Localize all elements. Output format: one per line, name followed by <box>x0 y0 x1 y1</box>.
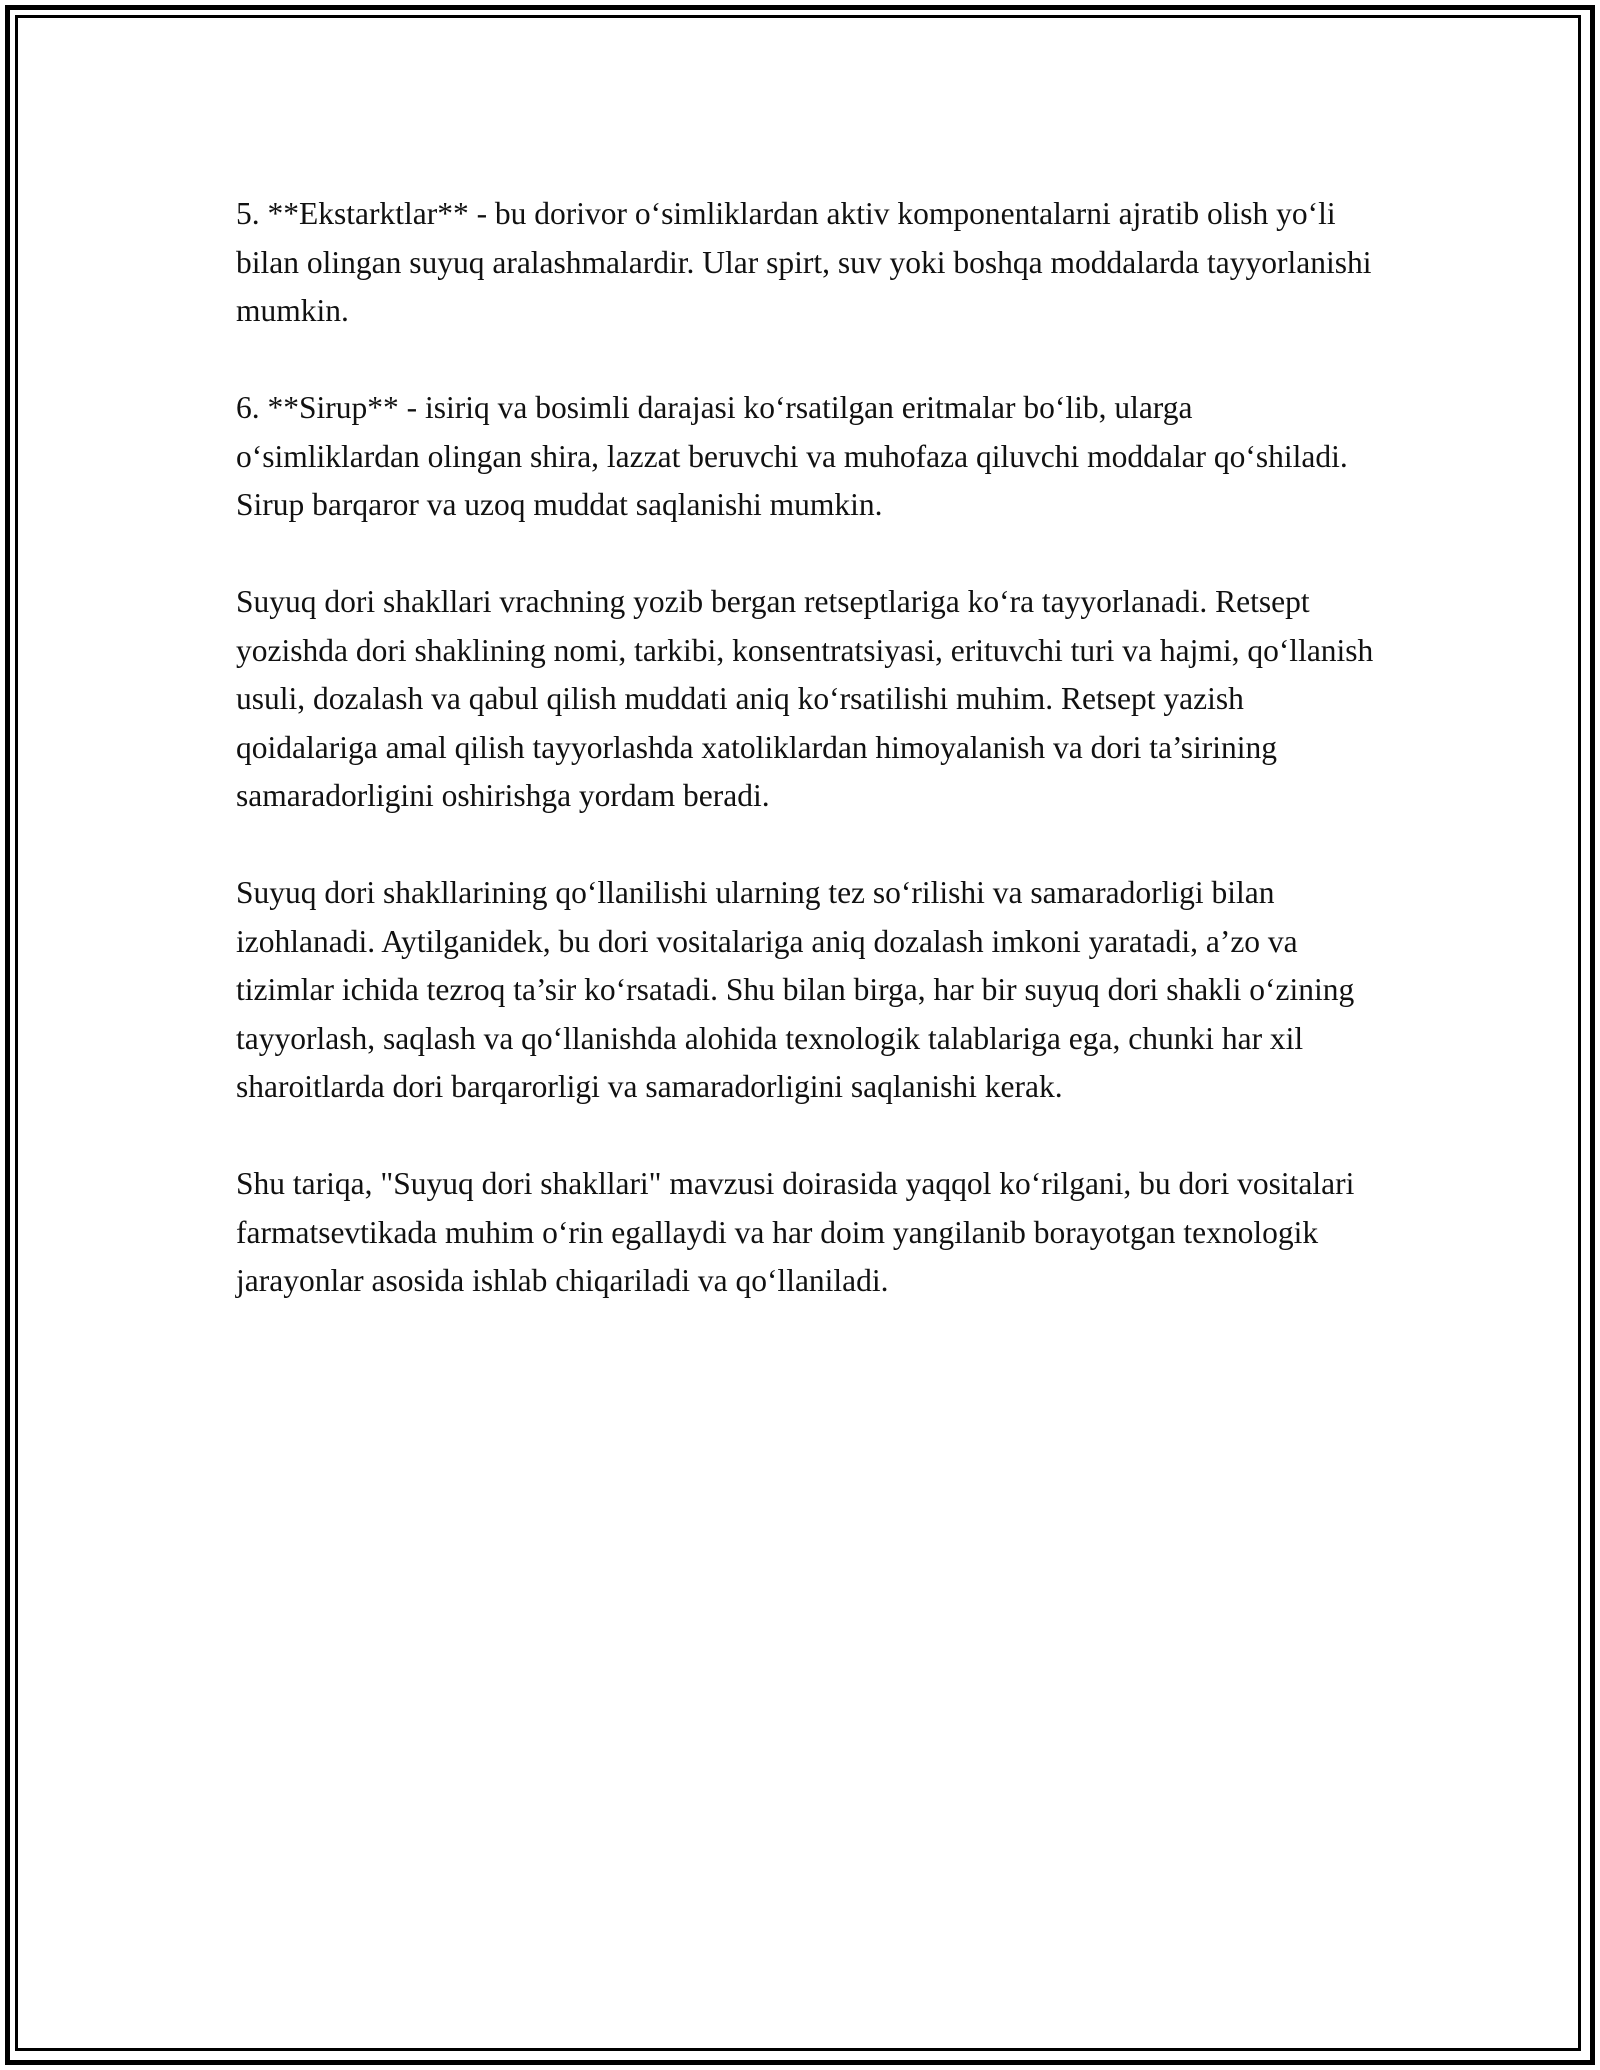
paragraph-usage: Suyuq dori shakllarining qo‘llanilishi ularning tez so‘rilishi va samaradorligi bilan izohlanadi. Aytilganidek, bu dori vositalariga aniq dozalash imkoni yaratadi, a’zo va tizimlar ichida tezroq ta’sir ko‘rsatadi. Shu bilan birga, har bir suyuq dori shakli o‘zining tayyorlash, saqlash va qo‘llanishda alohida texnologik talablariga ega, chunki har xil sharoitlarda dori barqarorligi va samaradorligini saqlanishi kerak. <box>236 875 1355 1104</box>
paragraph-syrup: 6. **Sirup** - isiriq va bosimli darajasi ko‘rsatilgan eritmalar bo‘lib, ularga o‘simliklardan olingan shira, lazzat beruvchi va muhofaza qiluvchi moddalar qo‘shiladi. Sirup barqaror va uzoq muddat saqlanishi mumkin. <box>236 390 1348 522</box>
document-body <box>236 190 1376 1306</box>
paragraph-extracts: 5. **Ekstarktlar** - bu dorivor o‘simliklardan aktiv komponentalarni ajratib olish yo‘li bilan olingan suyuq aralashmalardir. Ular spirt, suv yoki boshqa moddalarda tayyorlanishi mumkin. <box>236 196 1372 328</box>
paragraph-conclusion: Shu tariqa, "Suyuq dori shakllari" mavzusi doirasida yaqqol ko‘rilgani, bu dori vositalari farmatsevtikada muhim o‘rin egallaydi va har doim yangilanib borayotgan texnologik jarayonlar asosida ishlab chiqariladi va qo‘llaniladi. <box>236 1166 1355 1298</box>
paragraph-prescription: Suyuq dori shakllari vrachning yozib bergan retseptlariga ko‘ra tayyorlanadi. Retsept yozishda dori shaklining nomi, tarkibi, konsentratsiyasi, erituvchi turi va hajmi, qo‘llanish usuli, dozalash va qabul qilish muddati aniq ko‘rsatilishi muhim. Retsept yazish qoidalariga amal qilish tayyorlashda xatoliklardan himoyalanish va dori ta’sirining samaradorligini oshirishga yordam beradi. <box>236 584 1374 813</box>
